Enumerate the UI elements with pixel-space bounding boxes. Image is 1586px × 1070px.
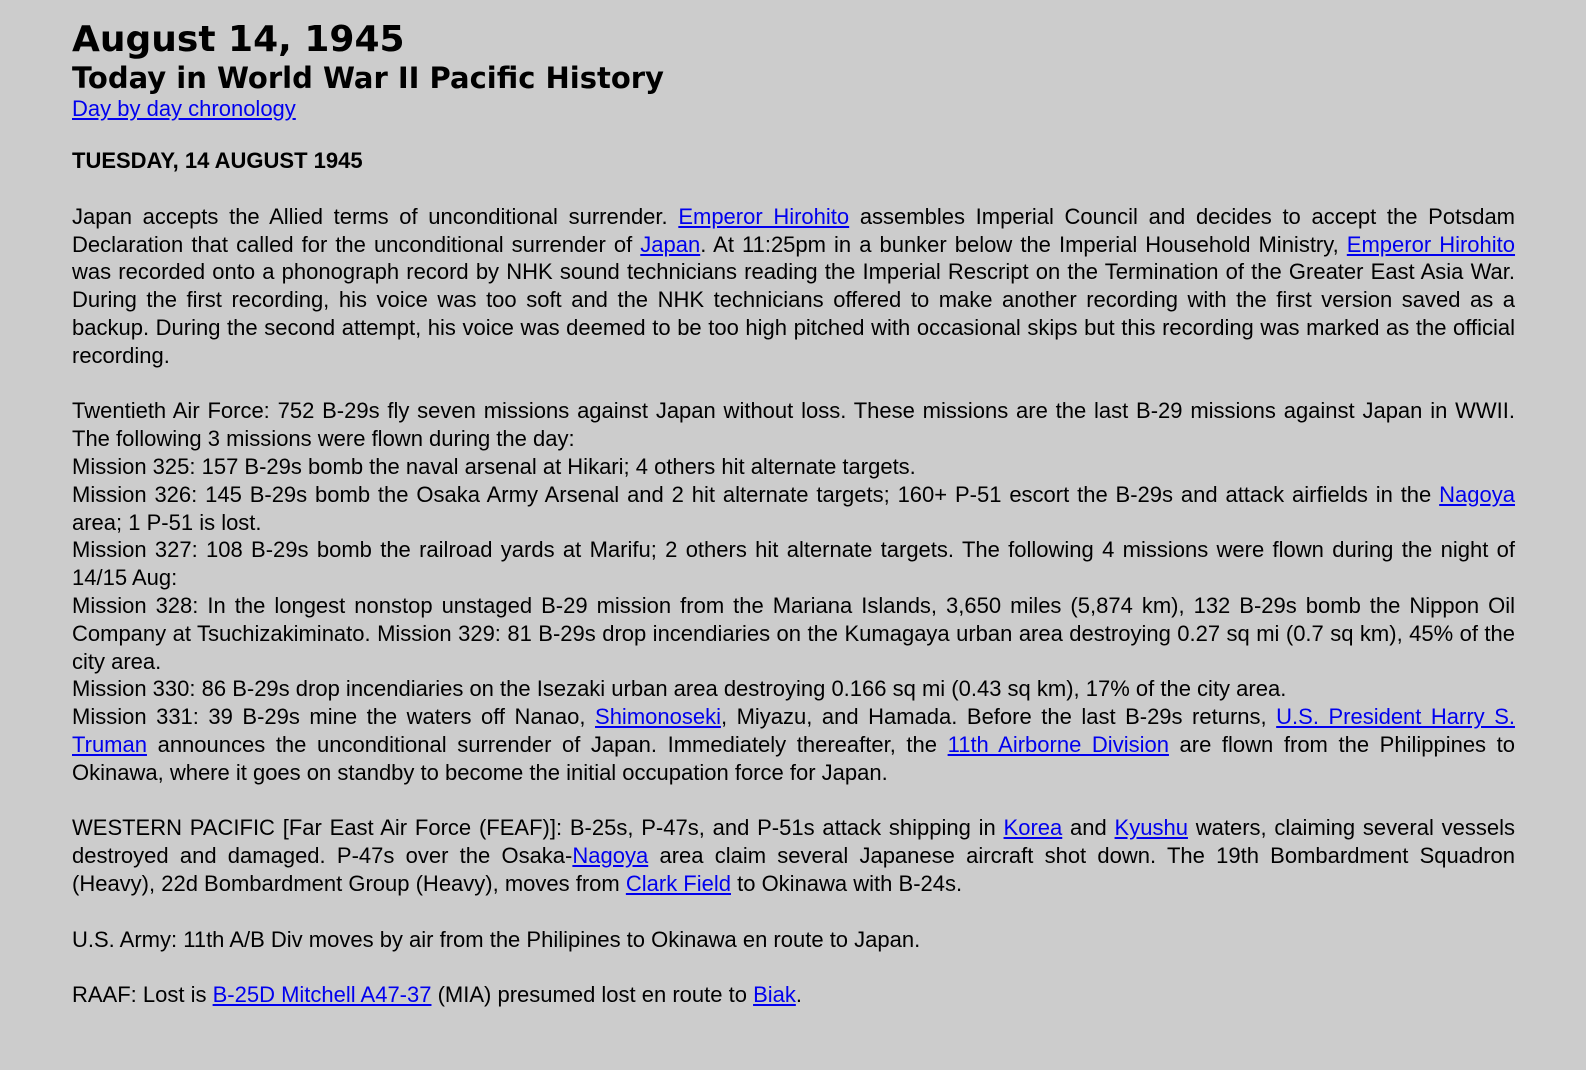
paragraph-us-army: U.S. Army: 11th A/B Div moves by air from the Philipines to Okinawa en route to Japan. <box>72 926 921 952</box>
text-segment: assembles Imperial Council and decides to accept the Potsdam Declaration that called for the unconditional surrender of <box>72 203 1516 257</box>
text-segment: area claim several Japanese aircraft shot down. The 19th Bombardment Squadron (Heavy), 22d Bombardment Group (Heavy), moves from <box>72 843 1515 896</box>
text-segment: Japan accepts the Allied terms of unconditional surrender. <box>72 203 679 229</box>
text-segment: RAAF: Lost is <box>72 982 213 1008</box>
twentieth-af-intro: Twentieth Air Force: 752 B-29s fly seven missions against Japan without loss. These missions are the last B-29 missions against Japan in WWII. The following 3 missions were flown during the day: <box>72 398 1515 452</box>
link-b25d-mitchell[interactable]: B-25D Mitchell A47-37 <box>212 982 432 1008</box>
mission-326 <box>72 481 1515 537</box>
text-segment: announces the unconditional surrender of Japan. Immediately thereafter, the <box>146 731 948 757</box>
mission-330: Mission 330: 86 B-29s drop incendiaries on the Isezaki urban area destroying 0.166 sq mi (0.43 sq km), 17% of the city area. <box>72 676 1287 702</box>
link-emperor-hirohito-2[interactable]: Emperor Hirohito <box>1346 231 1516 257</box>
link-biak[interactable]: Biak <box>753 982 796 1008</box>
link-nagoya[interactable]: Nagoya <box>1439 481 1515 507</box>
text-segment: , Miyazu, and Hamada. Before the last B-29s returns, <box>720 704 1277 730</box>
paragraph-western-pacific <box>72 814 1515 897</box>
link-japan[interactable]: Japan <box>640 231 701 257</box>
link-korea[interactable]: Korea <box>1003 815 1063 841</box>
link-11th-airborne[interactable]: 11th Airborne Division <box>947 731 1169 757</box>
chronology-link[interactable]: Day by day chronology <box>72 96 296 121</box>
day-heading: TUESDAY, 14 AUGUST 1945 <box>72 148 363 173</box>
link-nagoya-2[interactable]: Nagoya <box>572 843 649 869</box>
paragraph-twentieth-air-force <box>72 397 1515 786</box>
paragraph-surrender <box>72 203 1515 370</box>
text-segment: . At 11:25pm in a bunker below the Imperial Household Ministry, <box>700 231 1347 257</box>
text-segment: waters, claiming several vessels destroyed and damaged. P-47s over the Osaka- <box>72 815 1515 869</box>
text-segment: area; 1 P-51 is lost. <box>72 509 262 535</box>
link-emperor-hirohito[interactable]: Emperor Hirohito <box>678 203 850 229</box>
link-truman[interactable]: U.S. President Harry S. Truman <box>72 704 1515 757</box>
link-kyushu[interactable]: Kyushu <box>1114 815 1188 841</box>
link-shimonoseki[interactable]: Shimonoseki <box>595 704 721 730</box>
text-segment: (MIA) presumed lost en route to <box>431 982 754 1008</box>
text-segment: and <box>1062 815 1115 841</box>
text-segment: Mission 331: 39 B-29s mine the waters off Nanao, <box>72 704 596 730</box>
mission-328: Mission 328: In the longest nonstop unstaged B-29 mission from the Mariana Islands, 3,650 miles (5,874 km), 132 B-29s bomb the Nippon Oil Company at Tsuchizakiminato. Mission 329: 81 B-29s drop incendiaries on the Kumagaya urban area destroying 0.27 sq mi (0.7 sq km), 45% of the city area. <box>72 592 1515 674</box>
page-content <box>72 18 1515 1009</box>
page-title: August 14, 1945 <box>72 19 405 60</box>
link-clark-field[interactable]: Clark Field <box>625 870 731 896</box>
mission-331 <box>72 703 1515 786</box>
text-segment: Mission 326: 145 B-29s bomb the Osaka Army Arsenal and 2 hit alternate targets; 160+ P-51 escort the B-29s and attack airfields in the <box>72 481 1440 507</box>
mission-327: Mission 327: 108 B-29s bomb the railroad yards at Marifu; 2 others hit alternate targets. The following 4 missions were flown during the night of 14/15 Aug: <box>72 537 1515 591</box>
mission-325: Mission 325: 157 B-29s bomb the naval arsenal at Hikari; 4 others hit alternate targets. <box>72 453 916 479</box>
text-segment: WESTERN PACIFIC [Far East Air Force (FEAF)]: B-25s, P-47s, and P-51s attack shipping in <box>72 815 1004 841</box>
text-segment: are flown from the Philippines to Okinawa, where it goes on standby to become the initial occupation force for Japan. <box>72 731 1515 785</box>
paragraph-raaf <box>72 981 1515 1009</box>
text-segment: . <box>795 982 802 1008</box>
text-segment: was recorded onto a phonograph record by NHK sound technicians reading the Imperial Rescript on the Termination of the Greater East Asia War. During the first recording, his voice was too soft and the NHK technicians offered to make another recording with the first version saved as a backup. During the second attempt, his voice was deemed to be too high pitched with occasional skips but this recording was marked as the official recording. <box>72 259 1515 368</box>
article-body <box>72 203 1515 1009</box>
page-subtitle: Today in World War II Pacific History <box>72 61 664 95</box>
text-segment: to Okinawa with B-24s. <box>731 870 963 896</box>
